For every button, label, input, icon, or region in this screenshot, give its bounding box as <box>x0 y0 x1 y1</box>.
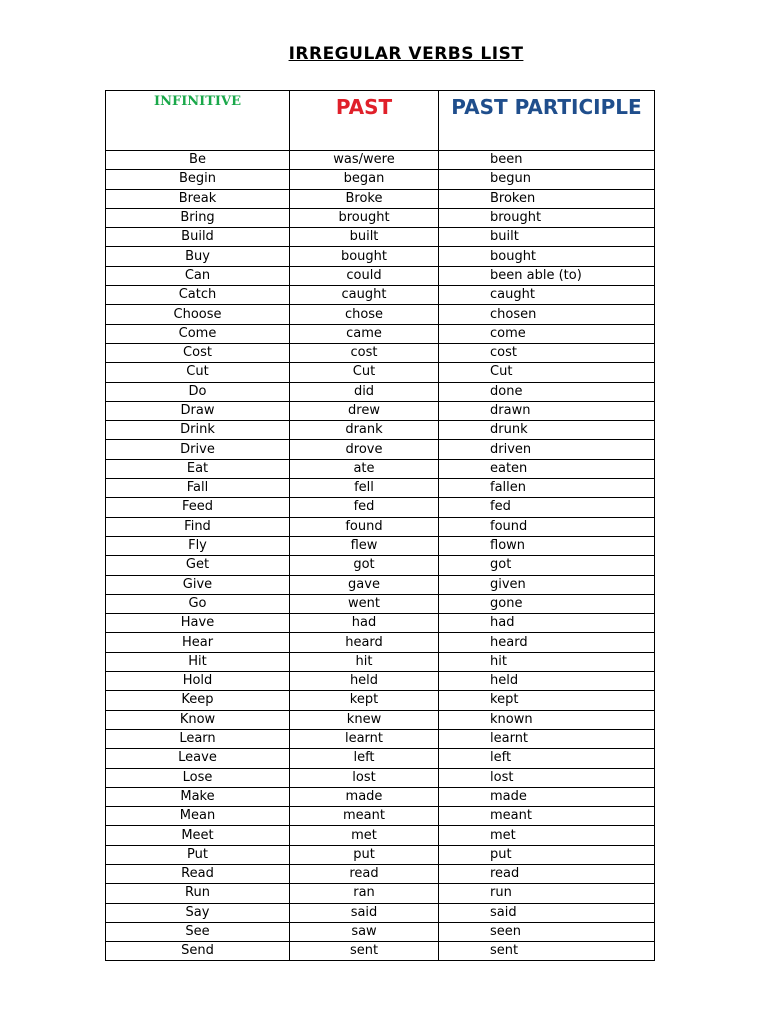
table-row <box>106 151 655 170</box>
infinitive-cell: Get <box>106 556 290 575</box>
infinitive-cell: Drive <box>106 440 290 459</box>
table-row <box>106 324 655 343</box>
past-participle-cell: run <box>439 884 655 903</box>
past-participle-cell: flown <box>439 536 655 555</box>
verb-rows <box>106 151 655 961</box>
infinitive-cell: Draw <box>106 401 290 420</box>
past-participle-cell: gone <box>439 594 655 613</box>
past-cell: met <box>290 826 439 845</box>
infinitive-cell: Catch <box>106 286 290 305</box>
infinitive-cell: Learn <box>106 729 290 748</box>
infinitive-cell: Keep <box>106 691 290 710</box>
table-row <box>106 691 655 710</box>
past-cell: flew <box>290 536 439 555</box>
infinitive-cell: Drink <box>106 421 290 440</box>
past-participle-cell: hit <box>439 652 655 671</box>
table-row <box>106 459 655 478</box>
past-cell: drank <box>290 421 439 440</box>
past-cell: kept <box>290 691 439 710</box>
past-cell: came <box>290 324 439 343</box>
past-participle-cell: Broken <box>439 189 655 208</box>
past-cell: gave <box>290 575 439 594</box>
past-participle-cell: done <box>439 382 655 401</box>
table-row <box>106 208 655 227</box>
infinitive-cell: Mean <box>106 807 290 826</box>
past-cell: ran <box>290 884 439 903</box>
table-row <box>106 517 655 536</box>
infinitive-cell: Say <box>106 903 290 922</box>
table-row <box>106 479 655 498</box>
table-row <box>106 826 655 845</box>
past-participle-cell: held <box>439 672 655 691</box>
header-past: PAST <box>290 91 439 151</box>
infinitive-cell: Begin <box>106 170 290 189</box>
past-cell: was/were <box>290 151 439 170</box>
table-row <box>106 498 655 517</box>
table-row <box>106 787 655 806</box>
past-cell: fed <box>290 498 439 517</box>
infinitive-cell: Eat <box>106 459 290 478</box>
past-cell: sent <box>290 942 439 961</box>
past-cell: Broke <box>290 189 439 208</box>
past-participle-cell: put <box>439 845 655 864</box>
infinitive-cell: Know <box>106 710 290 729</box>
past-cell: bought <box>290 247 439 266</box>
infinitive-cell: Have <box>106 614 290 633</box>
past-cell: did <box>290 382 439 401</box>
past-participle-cell: said <box>439 903 655 922</box>
past-participle-cell: brought <box>439 208 655 227</box>
table-row <box>106 652 655 671</box>
past-participle-cell: fed <box>439 498 655 517</box>
table-row <box>106 440 655 459</box>
past-participle-cell: driven <box>439 440 655 459</box>
past-participle-cell: kept <box>439 691 655 710</box>
past-participle-cell: read <box>439 864 655 883</box>
table-row <box>106 633 655 652</box>
infinitive-cell: Cost <box>106 343 290 362</box>
infinitive-cell: Give <box>106 575 290 594</box>
table-row <box>106 729 655 748</box>
past-participle-cell: met <box>439 826 655 845</box>
table-row <box>106 710 655 729</box>
table-row <box>106 768 655 787</box>
past-participle-cell: known <box>439 710 655 729</box>
table-row <box>106 864 655 883</box>
table-row <box>106 228 655 247</box>
past-cell: Cut <box>290 363 439 382</box>
past-participle-cell: found <box>439 517 655 536</box>
table-row <box>106 845 655 864</box>
table-row <box>106 614 655 633</box>
past-participle-cell: had <box>439 614 655 633</box>
infinitive-cell: Break <box>106 189 290 208</box>
irregular-verbs-table <box>105 90 655 961</box>
table-row <box>106 382 655 401</box>
table-row <box>106 749 655 768</box>
past-cell: went <box>290 594 439 613</box>
infinitive-cell: Be <box>106 151 290 170</box>
infinitive-cell: Hold <box>106 672 290 691</box>
past-cell: ate <box>290 459 439 478</box>
past-cell: hit <box>290 652 439 671</box>
infinitive-cell: Lose <box>106 768 290 787</box>
past-cell: saw <box>290 922 439 941</box>
table-row <box>106 401 655 420</box>
infinitive-cell: Hear <box>106 633 290 652</box>
past-cell: had <box>290 614 439 633</box>
infinitive-cell: Can <box>106 266 290 285</box>
past-cell: brought <box>290 208 439 227</box>
past-cell: heard <box>290 633 439 652</box>
past-participle-cell: fallen <box>439 479 655 498</box>
past-participle-cell: come <box>439 324 655 343</box>
table-row <box>106 942 655 961</box>
infinitive-cell: Hit <box>106 652 290 671</box>
past-participle-cell: eaten <box>439 459 655 478</box>
past-participle-cell: heard <box>439 633 655 652</box>
past-participle-cell: built <box>439 228 655 247</box>
infinitive-cell: Meet <box>106 826 290 845</box>
table-row <box>106 247 655 266</box>
past-participle-cell: chosen <box>439 305 655 324</box>
header-row <box>106 91 655 151</box>
infinitive-cell: Fly <box>106 536 290 555</box>
past-participle-cell: got <box>439 556 655 575</box>
past-cell: chose <box>290 305 439 324</box>
infinitive-cell: Build <box>106 228 290 247</box>
page-title: IRREGULAR VERBS LIST <box>288 44 524 64</box>
past-cell: said <box>290 903 439 922</box>
past-cell: knew <box>290 710 439 729</box>
infinitive-cell: Buy <box>106 247 290 266</box>
past-cell: meant <box>290 807 439 826</box>
table-row <box>106 343 655 362</box>
infinitive-cell: Put <box>106 845 290 864</box>
past-cell: made <box>290 787 439 806</box>
infinitive-cell: Find <box>106 517 290 536</box>
past-participle-cell: sent <box>439 942 655 961</box>
past-participle-cell: drunk <box>439 421 655 440</box>
infinitive-cell: Leave <box>106 749 290 768</box>
infinitive-cell: Do <box>106 382 290 401</box>
past-participle-cell: made <box>439 787 655 806</box>
past-cell: could <box>290 266 439 285</box>
past-cell: fell <box>290 479 439 498</box>
past-cell: built <box>290 228 439 247</box>
past-cell: drove <box>290 440 439 459</box>
past-participle-cell: caught <box>439 286 655 305</box>
past-participle-cell: been able (to) <box>439 266 655 285</box>
past-cell: found <box>290 517 439 536</box>
table-row <box>106 594 655 613</box>
past-participle-cell: meant <box>439 807 655 826</box>
past-participle-cell: learnt <box>439 729 655 748</box>
past-participle-cell: seen <box>439 922 655 941</box>
past-participle-cell: drawn <box>439 401 655 420</box>
past-cell: left <box>290 749 439 768</box>
table-row <box>106 421 655 440</box>
table-row <box>106 305 655 324</box>
infinitive-cell: Feed <box>106 498 290 517</box>
infinitive-cell: Cut <box>106 363 290 382</box>
past-cell: began <box>290 170 439 189</box>
infinitive-cell: Choose <box>106 305 290 324</box>
past-participle-cell: left <box>439 749 655 768</box>
infinitive-cell: Send <box>106 942 290 961</box>
infinitive-cell: Make <box>106 787 290 806</box>
past-cell: drew <box>290 401 439 420</box>
past-participle-cell: cost <box>439 343 655 362</box>
header-infinitive: INFINITIVE <box>106 91 290 151</box>
past-participle-cell: bought <box>439 247 655 266</box>
past-participle-cell: Cut <box>439 363 655 382</box>
infinitive-cell: Run <box>106 884 290 903</box>
table-row <box>106 884 655 903</box>
infinitive-cell: See <box>106 922 290 941</box>
past-participle-cell: given <box>439 575 655 594</box>
past-cell: read <box>290 864 439 883</box>
header-past-participle: PAST PARTICIPLE <box>439 91 655 151</box>
past-participle-cell: been <box>439 151 655 170</box>
table-row <box>106 556 655 575</box>
infinitive-cell: Come <box>106 324 290 343</box>
table-row <box>106 189 655 208</box>
past-cell: lost <box>290 768 439 787</box>
past-participle-cell: lost <box>439 768 655 787</box>
table-row <box>106 672 655 691</box>
infinitive-cell: Go <box>106 594 290 613</box>
infinitive-cell: Fall <box>106 479 290 498</box>
table-row <box>106 903 655 922</box>
past-cell: put <box>290 845 439 864</box>
past-cell: caught <box>290 286 439 305</box>
table-row <box>106 363 655 382</box>
past-cell: learnt <box>290 729 439 748</box>
table-row <box>106 807 655 826</box>
past-cell: got <box>290 556 439 575</box>
past-cell: cost <box>290 343 439 362</box>
past-cell: held <box>290 672 439 691</box>
table-row <box>106 922 655 941</box>
past-participle-cell: begun <box>439 170 655 189</box>
table-row <box>106 170 655 189</box>
table-row <box>106 286 655 305</box>
table-row <box>106 575 655 594</box>
infinitive-cell: Read <box>106 864 290 883</box>
table-row <box>106 266 655 285</box>
infinitive-cell: Bring <box>106 208 290 227</box>
table-row <box>106 536 655 555</box>
